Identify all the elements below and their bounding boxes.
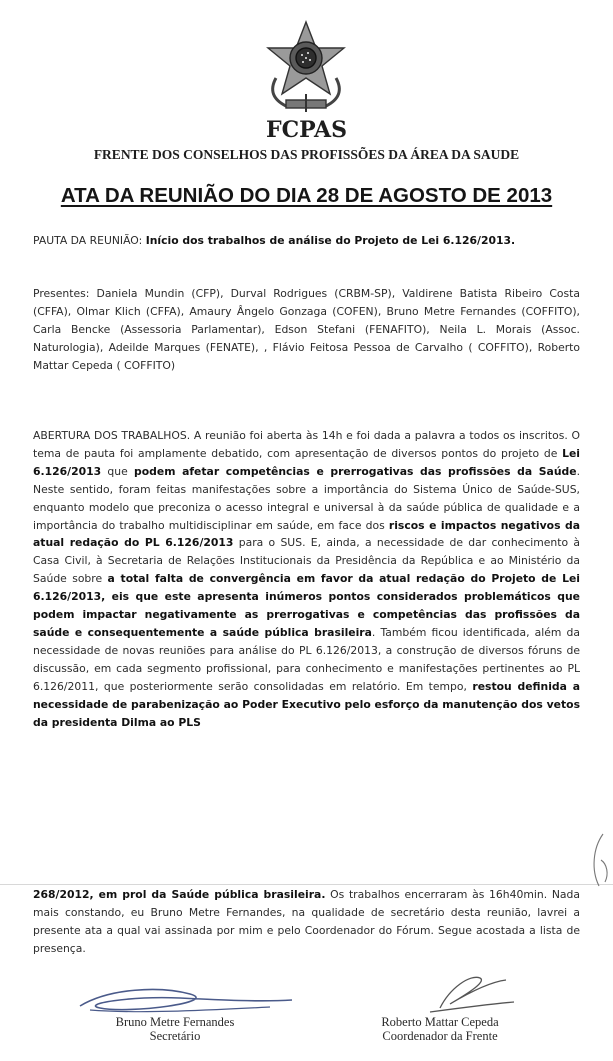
org-acronym: FCPAS [265,117,348,143]
signature-secretary-name: Bruno Metre Fernandes [115,1015,235,1029]
closing-text: Os trabalhos encerraram às 16h40min. Nada mais constando, eu Bruno Metre Fernandes, na qualidade de secretário desta reunião, lavrei a presente ata a qual vai assinada por mim e pelo Coordenador do Fórum. Segue acostada a lista de presença. [33,888,580,955]
coat-of-arms-icon [256,18,356,116]
opening-bold-4: a total falta de convergência em favor da atual redação do Projeto de Lei 6.126/2013, eis que este apresenta inúmeros pontos considerados problemáticos que podem impactar negativamente as prerrogativas e competências das profissões da saúde e consequentemente a saúde pública brasileira [33,572,580,639]
agenda-text: Início dos trabalhos de análise do Projeto de Lei 6.126/2013. [145,234,516,247]
opening-text-4: para o SUS. E, ainda, a necessidade de dar conhecimento à Casa Civil, à Secretaria de Relações Institucionais da Presidência da República e ao Ministério da Saúde sobre [33,536,580,586]
opening-bold-3: riscos e impactos negativos da atual redação do PL 6.126/2013 [33,518,580,550]
opening-bold-1: Lei 6.126/2013 [33,446,580,478]
signature-coordinator [345,1015,535,1043]
signature-coordinator-name: Roberto Mattar Cepeda [381,1015,499,1029]
opening-text-3: . Neste sentido, foram feitas manifestações sobre a importância do Sistema Único de Saúde-SUS, enquanto modelo que preconiza o acesso integral e universal à da saúde pública de qualidade e a importância do trabalho multidisciplinar em saúde, em face dos [33,464,580,532]
page-break-line [0,884,613,885]
opening-text-2: que [101,464,135,478]
signature-secretary-icon [70,980,300,1020]
attendees-paragraph: Presentes: Daniela Mundin (CFP), Durval Rodrigues (CRBM-SP), Valdirene Batista Ribeiro Costa (CFFA), Olmar Klich (CFFA), Amaury Ângelo Gonzaga (COFEN), Bruno Metre Fernandes (COFFITO), Carla Bencke (Assessoria Parlamentar), Edson Stefani (FENAFITO), Neila L. Morais (Assoc. Naturologia), Adeilde Marques (FENATE), , Flávio Feitosa Pessoa de Carvalho ( COFFITO), Roberto Mattar Cepeda ( COFFITO) [33,287,580,372]
signature-coordinator-role: Coordenador da Frente [382,1029,498,1043]
opening-text-1: ABERTURA DOS TRABALHOS. A reunião foi aberta às 14h e foi dada a palavra a todos os inscritos. O tema de pauta foi amplamente debatido, com apresentação de diversos pontos do projeto de [33,429,580,460]
signature-secretary-role: Secretário [149,1029,201,1043]
agenda-paragraph [33,232,580,250]
document-title: ATA DA REUNIÃO DO DIA 28 DE AGOSTO DE 2013 [60,184,553,207]
agenda-label: PAUTA DA REUNIÃO: [33,234,143,247]
opening-text-5: . Também ficou identificada, além da necessidade de novas reuniões para análise do PL 6.126/2013, a construção de diversos fóruns de discussão, em cada segmento profissional, para conhecimento e manifestações pertinentes ao PL 6.126/2011, que posteriormente serão consolidadas em relatório. Em tempo, [33,625,580,693]
signature-coordinator-icon [410,968,520,1018]
closing-bold: 268/2012, em prol da Saúde pública brasileira. [33,888,326,901]
margin-initials-icon [585,830,613,890]
opening-paragraph [33,427,580,881]
org-full-name: FRENTE DOS CONSELHOS DAS PROFISSÕES DA ÁREA DA SAUDE [93,147,520,162]
signature-secretary [80,1015,270,1043]
closing-paragraph [33,886,580,958]
opening-bold-2: podem afetar competências e prerrogativas das profissões da Saúde [134,464,577,478]
opening-bold-5: restou definida a necessidade de parabenização ao Poder Executivo pelo esforço da manutenção dos vetos da presidenta Dilma ao PLS [33,679,580,729]
